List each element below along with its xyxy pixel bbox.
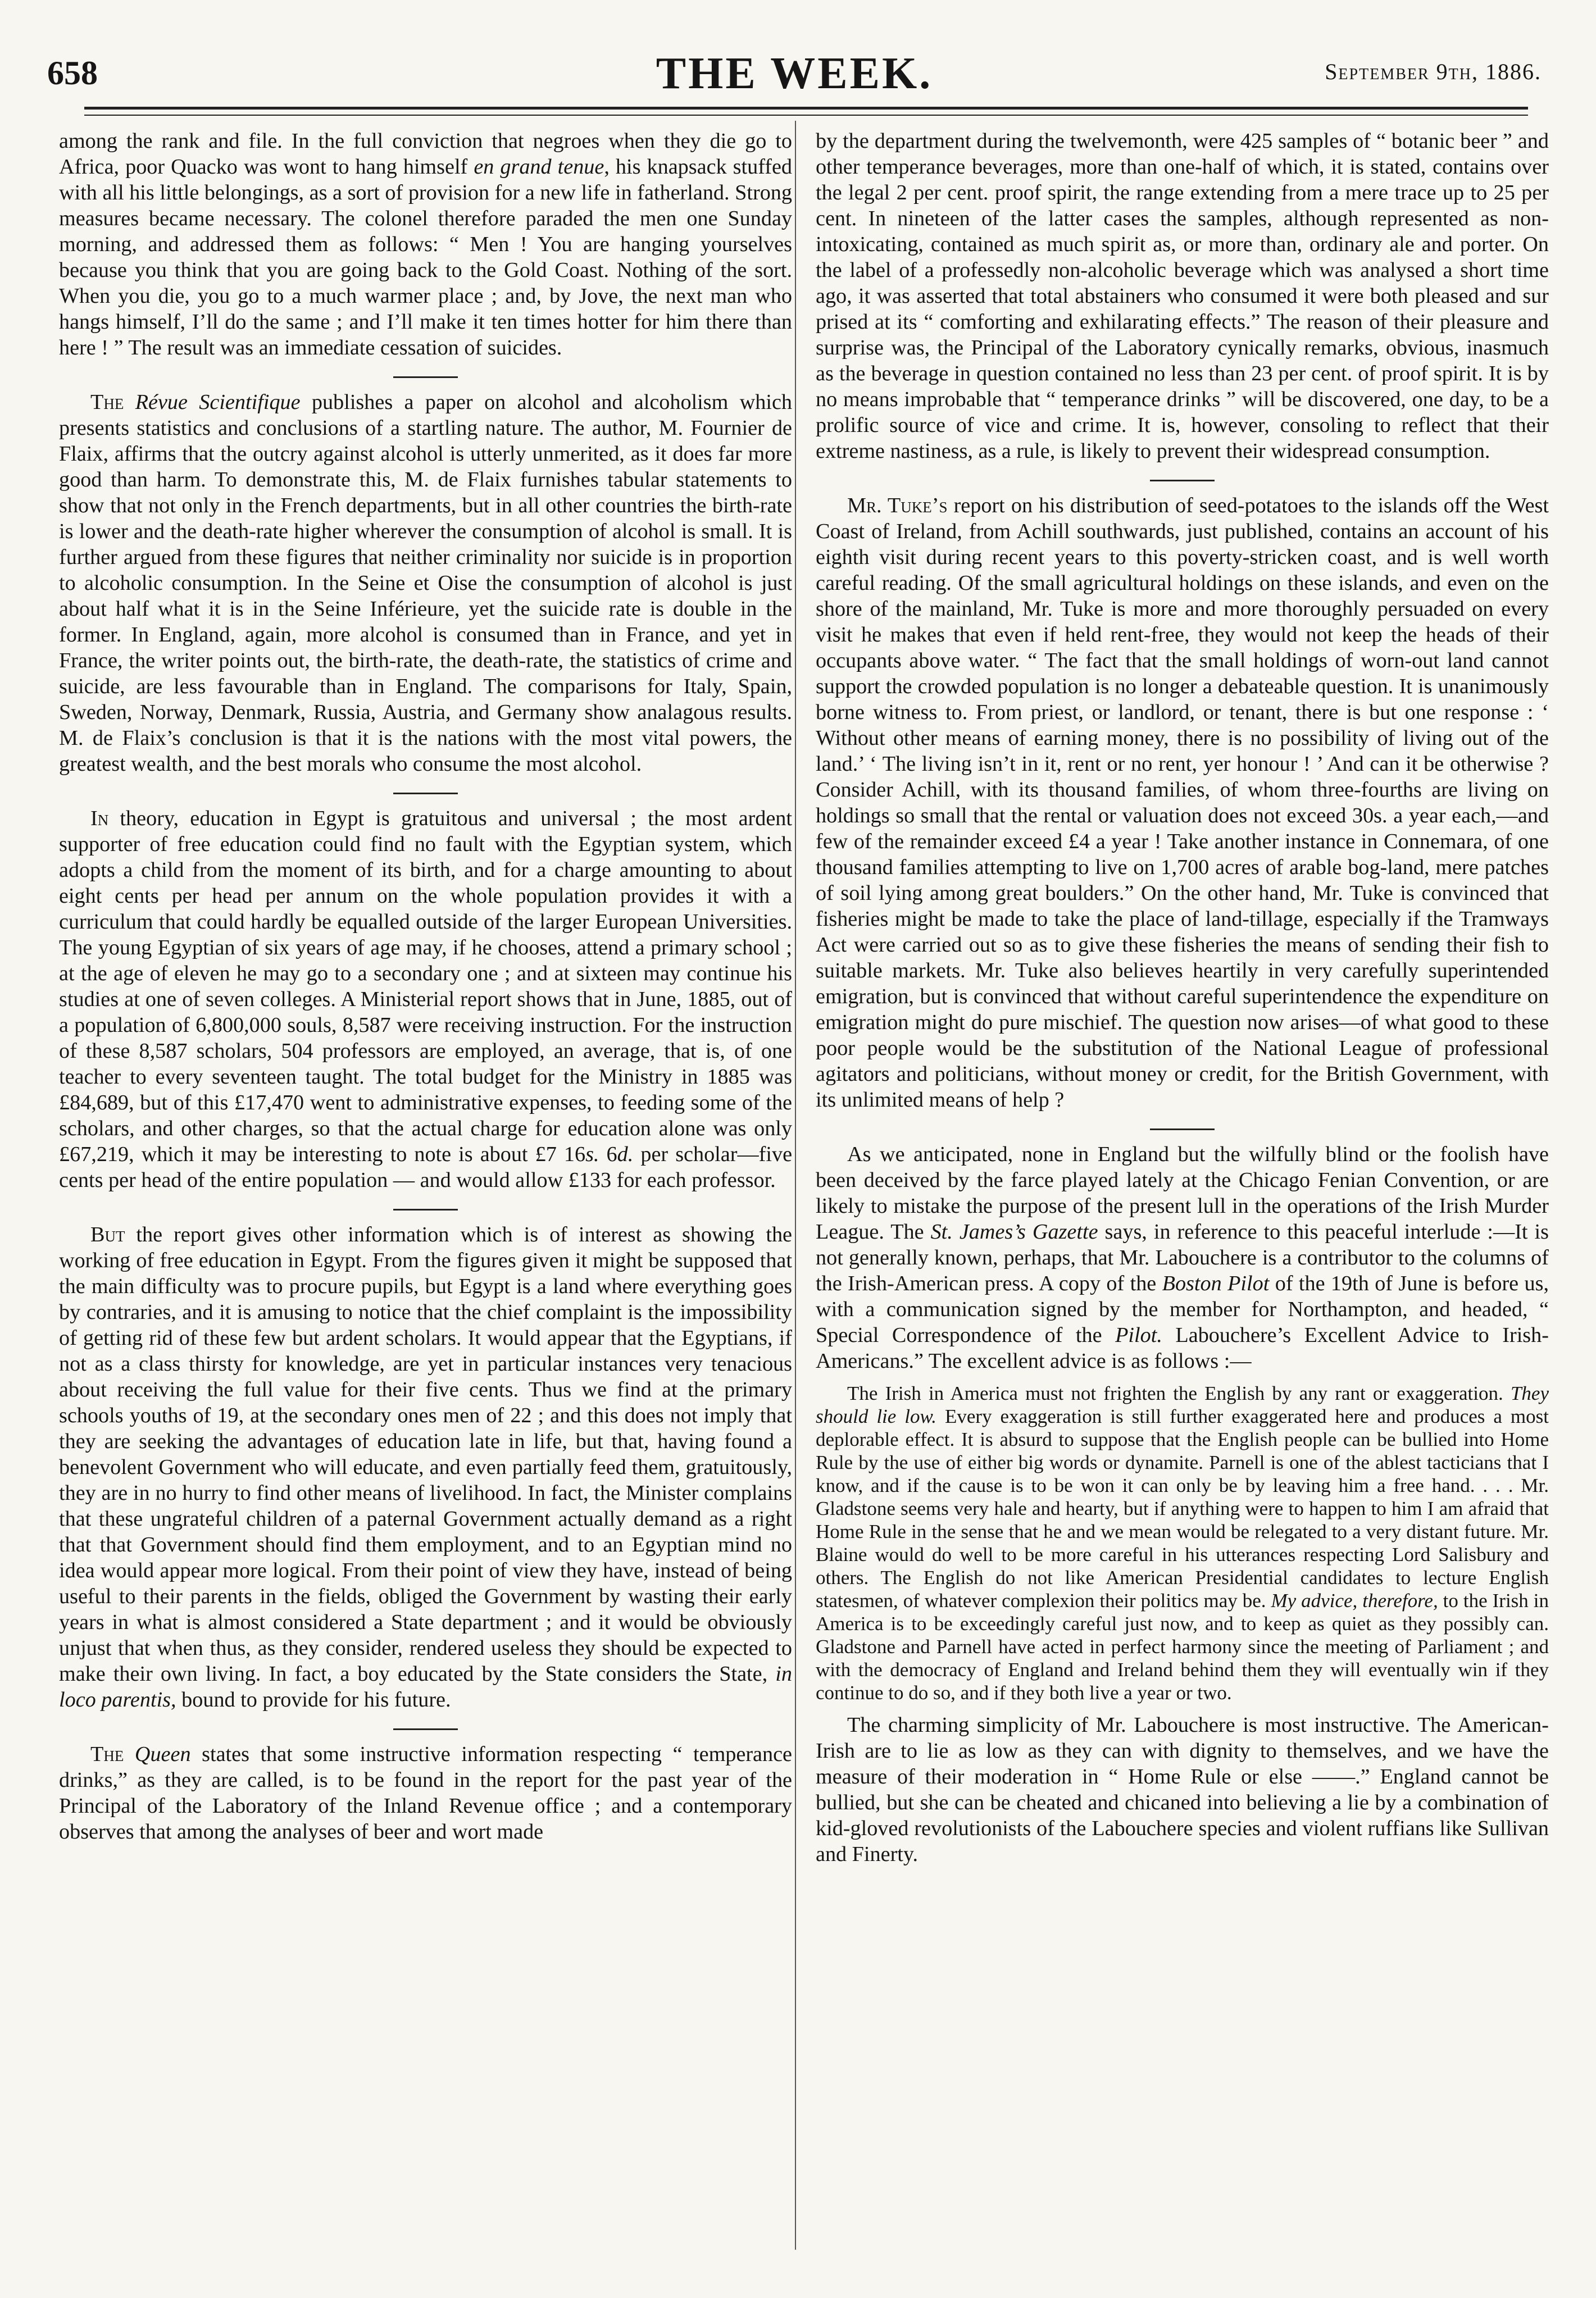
column-divider xyxy=(795,121,796,2250)
masthead xyxy=(47,48,1542,110)
article-separator xyxy=(1150,1128,1215,1130)
journal-title: THE WEEK. xyxy=(656,49,933,98)
paragraph-tuke-report: Mr. Tuke’s report on his distribution of seed-potatoes to the islands off the West Coast of Ireland, from Achill southwards, just published, contains an account of his eighth visit during recent years to this poverty-stricken coast, and is well worth careful reading. Of the small agricultural holdings on these islands, and even on the shore of the mainland, Mr. Tuke is more and more thoroughly persuaded on every visit he makes that even if held rent-free, they would not keep the heads of their occupants above water. “ The fact that the small holdings of worn-out land cannot support the crowded population is no longer a debateable question. It is unanimously borne witness to. From priest, or landlord, or tenant, there is but one response : ‘ Without other means of earning money, there is no possibility of living out of the land.’ ‘ The living isn’t in it, rent or no rent, yer honour ! ’ And can it be otherwise ? Consider Achill, with its thousand families, of whom three-fourths are living on holdings so small that the rental or valuation does not exceed 30s. a year each,—and few of the remainder exceed £4 a year ! Take another instance in Connemara, of one thousand families attempting to live on 1,700 acres of arable bog-land, mere patches of soil lying among great boulders.” On the other hand, Mr. Tuke is convinced that fisheries might be made to take the place of land-tillage, especially if the Tramways Act were carried out so as to give these fisheries the means of sending their fish to suitable markets. Mr. Tuke also believes heartily in very carefully superintended emigration, but is convinced that without careful superintendence the expenditure on emigration might do pure mischief. The question now arises—of what good to these poor people would be the substitution of the National League of professional agitators and politicians, without money or credit, for the British Government, with its unlimited means of help ? xyxy=(816,494,1549,1112)
header-rule xyxy=(84,107,1528,110)
spacer xyxy=(816,1374,1549,1382)
issue-date: September 9th, 1886. xyxy=(1325,59,1542,84)
article-separator xyxy=(393,1209,458,1211)
paragraph-egypt-education: In theory, education in Egypt is gratuitous and universal ; the most ardent supporter of free education could find no fault with the Egyptian system, which adopts a child from the moment of its birth, and for a charge amounting to about eight cents per head per annum on the whole population provides it with a curriculum that could hardly be equalled outside of the larger European Universities. The young Egyptian of six years of age may, if he chooses, attend a primary school ; at the age of eleven he may go to a secondary one ; and at sixteen may continue his studies at one of seven colleges. A Ministerial report shows that in June, 1885, out of a population of 6,800,000 souls, 8,587 were receiving instruction. For the instruction of these 8,587 scholars, 504 professors are employed, an average, that is, of one teacher to every seventeen taught. The total budget for the Ministry in 1885 was £84,689, but of this £17,470 went to administrative expenses, to feeding some of the scholars, and other charges, so that the actual charge for education alone was only £67,219, which it may be interesting to note is about £7 16s. 6d. per scholar—five cents per head of the entire population — and would allow £133 for each professor. xyxy=(59,807,793,1192)
spacer xyxy=(816,1704,1549,1712)
paragraph-labouchere-conclusion: The charming simplicity of Mr. Labouchere is most instructive. The American-Irish are to lie as low as they can with dignity to themselves, and we have the measure of their moderation in “ Home Rule or else ——.” England cannot be bullied, but she can be cheated and chicaned into believing a lie by a combination of kid-gloved revolutionists of the Labouchere species and violent ruffians like Sullivan and Finerty. xyxy=(816,1713,1549,1866)
article-separator xyxy=(393,1728,458,1730)
page-number: 658 xyxy=(47,54,98,92)
header-rule-thin xyxy=(84,115,1528,116)
paragraph-temperance-drinks: The Queen states that some instructive information respecting “ temperance drinks,” as they are called, is to be found in the report for the past year of the Principal of the Laboratory of the Inland Revenue office ; and a contemporary observes that among the analyses of beer and wort made xyxy=(59,1742,793,1844)
article-separator xyxy=(393,793,458,794)
article-separator xyxy=(393,376,458,378)
paragraph-revue-scientifique: The Révue Scientifique publishes a paper on alcohol and alcoholism which presents statistics and conclusions of a startling nature. The author, M. Fournier de Flaix, affirms that the outcry against alcohol is utterly unmerited, as it does far more good than harm. To demonstrate this, M. de Flaix furnishes tabular statements to show that not only in the French departments, but in all other countries the birth-rate is lower and the death-rate higher wherever the consumption of alcohol is small. It is further argued from these figures that neither criminality nor suicide is in proportion to alcoholic consumption. In the Seine et Oise the consumption of alcohol is just about half what it is in the Seine Inférieure, yet the suicide rate is double in the former. In England, again, more alcohol is consumed than in France, and yet in France, the writer points out, the birth-rate, the death-rate, the statistics of crime and suicide, are less favourable than in England. The comparisons for Italy, Spain, Sweden, Norway, Denmark, Russia, Austria, and Germany show analagous results. M. de Flaix’s conclusion is that it is the nations with the most vital powers, the greatest wealth, and the best morals who consume the most alcohol. xyxy=(59,390,793,776)
article-separator xyxy=(1150,480,1215,481)
paragraph-botanic-beer: by the department during the twelvemonth, were 425 samples of “ botanic beer ” and other temperance beverages, more than one-half of which, it is stated, contains over the legal 2 per cent. proof spirit, the range extending from a mere trace up to 25 per cent. In nineteen of the latter cases the samples, although represented as non-intoxicating, contained as much spirit as, or more than, ordinary ale and porter. On the label of a professedly non-alcoholic beverage which was analysed a short time ago, it was asserted that total abstainers who consumed it were both pleased and sur prised at its “ comforting and exhilarating effects.” The reason of their pleasure and surprise was, the Principal of the Laboratory cynically remarks, obvious, inasmuch as the beverage in question contained no less than 23 per cent. of proof spirit. It is by no means improbable that “ temperance drinks ” will be discovered, one day, to be a prolific source of vice and crime. It is, however, consoling to reflect that their extreme nastiness, as a rule, is likely to prevent their widespread consumption. xyxy=(816,129,1549,463)
left-column xyxy=(59,128,792,1845)
paragraph-quacko: among the rank and file. In the full conviction that negroes when they die go to Africa, poor Quacko was wont to hang himself en grand tenue, his knapsack stuffed with all his little belongings, as a sort of provision for a new life in fatherland. Strong measures became necessary. The colonel therefore paraded the men one Sunday morning, and addressed them as follows: “ Men ! You are hanging yourselves because you think that you are going back to the Gold Coast. Nothing of the sort. When you die, you go to a much warmer place ; and, by Jove, the next man who hangs himself, I’ll do the same ; and I’ll make it ten times hotter for him there than here ! ” The result was an immediate cessation of suicides. xyxy=(59,129,792,360)
paragraph-chicago-convention: As we anticipated, none in England but the wilfully blind or the foolish have been deceived by the farce played lately at the Chicago Fenian Convention, or are likely to mistake the purpose of the present lull in the operations of the Irish Murder League. The St. James’s Gazette says, in reference to this peaceful interlude :—It is not generally known, perhaps, that Mr. Labouchere is a contributor to the columns of the Irish-American press. A copy of the Boston Pilot of the 19th of June is before us, with a communication signed by the member for Northampton, and headed, “ Special Correspondence of the Pilot. Labouchere’s Excellent Advice to Irish-Americans.” The excellent advice is as follows :— xyxy=(816,1143,1549,1373)
quoted-advice: The Irish in America must not frighten the English by any rant or exaggeration. They should lie low. Every exaggeration is still further exaggerated here and produces a most deplorable effect. It is absurd to suppose that the English people can be bullied into Home Rule by the use of either big words or dynamite. Parnell is one of the ablest tacticians that I know, and if the cause is to be won it can only be by leaving him a free hand. . . . Mr. Gladstone seems very hale and hearty, but if anything were to happen to him I am afraid that Home Rule in the sense that he and we mean would be relegated to a very distant future. Mr. Blaine would do well to be more careful in his utterances respecting Lord Salisbury and others. The English do not like American Presidential candidates to lecture English statesmen, of whatever complexion their politics may be. My advice, therefore, to the Irish in America is to be exceedingly careful just now, and to keep as quiet as they possibly can. Gladstone and Parnell have acted in perfect harmony since the meeting of Parliament ; and with the democracy of England and Ireland behind them they will eventually win if they continue to do so, and if they both live a year or two. xyxy=(816,1382,1549,1704)
paragraph-egypt-report: But the report gives other information which is of interest as showing the working of free education in Egypt. From the figures given it might be supposed that the main difficulty was to procure pupils, but Egypt is a land where everything goes by contraries, and it is amusing to notice that the chief complaint is the impossibility of getting rid of these few but ardent scholars. It would appear that the Egyptians, if not as a class thirsty for knowledge, are yet in particular instances very tenacious about receiving the full value for their five cents. Thus we find at the primary schools youths of 19, at the secondary ones men of 22 ; and this does not imply that they are seeking the advantages of education late in life, but that, having found a benevolent Government who will educate, and even partially feed them, gratuitously, they are in no hurry to find other means of livelihood. In fact, the Minister complains that these ungrateful children of a paternal Government actually demand as a right that that Government should find them employment, and to an Egyptian mind no idea would appear more logical. From their point of view they have, instead of being useful to their parents in the fields, obliged the Government by wasting their early years in what is almost considered a State department ; and it would be obviously unjust that when thus, as they consider, rendered useless they should be expected to make their own living. In fact, a boy educated by the State considers the State, in loco parentis, bound to provide for his future. xyxy=(59,1223,792,1712)
right-column xyxy=(816,128,1549,1867)
